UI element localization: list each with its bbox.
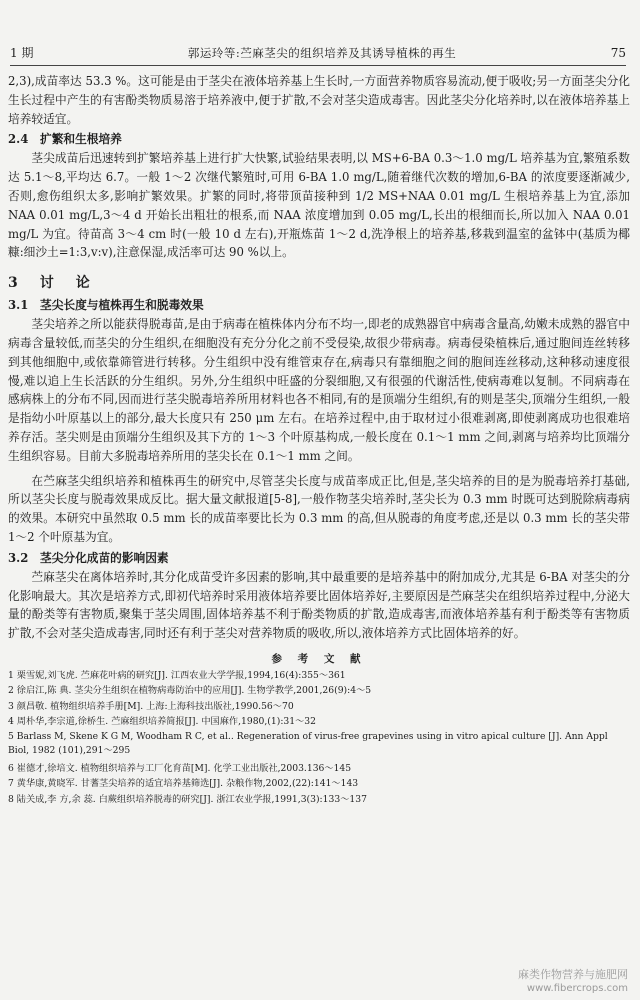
body-text — [8, 72, 630, 807]
reference-item: 4 周朴华,李宗道,徐桥生. 苎麻组织培养简报[J]. 中国麻作,1980,(1):31～32 — [8, 716, 316, 728]
reference-item: 8 陆关成,李 方,余 蕊. 白蕨组织培养脱毒的研究[J]. 浙江农业学报,1991,3(3):133～137 — [8, 793, 367, 805]
running-title: 郭运玲等:苎麻茎尖的组织培养及其诱导植株的再生 — [187, 46, 457, 60]
section-3-2-heading: 3.2 茎尖分化成苗的影响因素 — [8, 550, 169, 565]
section-2-4-paragraph: 茎尖成苗后迅速转到扩繁培养基上进行扩大快繁,试验结果表明,以 MS+6-BA 0.3～1.0 mg/L 培养基为宜,繁殖系数达 5.1～8,平均达 6.7。一般 1～2 次继代繁殖时,可用 6-BA 1.0 mg/L,随着继代次数的增加,6-BA 的浓度要逐渐减少,否则,愈伤组织太多,影响扩繁效果。扩繁的同时,将带顶苗接种到 1/2 MS+NAA 0.01 mg/L 生根培养基上为宜,添加 NAA 0.01 mg/L,3～4 d 开始长出粗壮的根系,而 NAA 浓度增加到 0.05 mg/L,长出的根细而长,所以加入 NAA 0.01 mg/L 为宜。待苗高 3～4 cm 时(一般 10 d 左右),开瓶炼苗 1～2 d,洗净根上的培养基,移栽到温室的盆钵中(基质为椰糠:细沙土=1:3,v:v),注意保湿,成活率可达 90 %以上。 — [8, 151, 630, 260]
issue-label: 1 期 — [10, 46, 34, 60]
reference-list — [8, 668, 630, 808]
section-3-1-paragraph-1: 茎尖培养之所以能获得脱毒苗,是由于病毒在植株体内分布不均一,即老的成熟器官中病毒含量高,幼嫩未成熟的器官中病毒含量较低,而茎尖的分生组织,在细胞没有充分分化之前不受侵染,故很少带病毒。病毒侵染植株后,通过胞间连丝转移到其他细胞中,或依靠筛管进行转移。分生组织中没有维管束存在,病毒只有靠细胞之间的胞间连丝移动,这种移动速度很慢,难以追上生长活跃的分生组织。另外,分生组织中旺盛的分裂细胞,又有很强的代谢活性,使病毒难以复制。不同病毒在感病株上的分布不同,因而进行茎尖脱毒培养所用材料也各不相同,有的是顶端分生组织,有的则是茎尖,顶端分生组织,一般是指幼小叶原基以上的部分,最大长度只有 250 μm 左右。在培养过程中,由于取材过小很难剥离,即使剥离成功也很难培养存活。茎尖则是由顶端分生组织及其下方的 1～3 个叶原基构成,一般长度在 0.1～1 mm 之间,剥离与培养均比顶端分生组织容易。目前大多脱毒培养所用的茎尖长在 0.1～1 mm 之间。 — [8, 317, 630, 463]
reference-item: 7 黄华康,黄晓军. 甘蓍茎尖培养的适宜培养基筛选[J]. 杂粮作物,2002,(22):141～143 — [8, 778, 359, 790]
site-watermark — [518, 968, 628, 996]
reference-item: 2 徐启江,陈 典. 茎尖分生组织在植物病毒防治中的应用[J]. 生物学教学,2001,26(9):4～5 — [8, 685, 372, 697]
reference-item: 1 栗雪妮,刘飞虎. 苎麻花叶病的研究[J]. 江西农业大学学报,1994,16(4):355～361 — [8, 669, 346, 681]
opening-paragraph: 2,3),成苗率达 53.3 %。这可能是由于茎尖在液体培养基上生长时,一方面营养物质容易流动,便于吸收;另一方面茎尖分化生长过程中产生的有害酚类物质易溶于培养液中,便于扩散,不会对茎尖造成毒害。因此茎尖分化培养时,以在液体培养基上培养较适宜。 — [8, 74, 630, 126]
references-title: 参 考 文 献 — [271, 652, 367, 665]
watermark-site-name: 麻类作物营养与施肥网 — [518, 968, 628, 981]
watermark-url: www.fibercrops.com — [526, 983, 628, 994]
reference-item: 5 Barlass M, Skene K G M, Woodham R C, et al.. Regeneration of virus-free grapevines using in vitro apical culture [J]. Ann Appl Biol, 1982 (101),291～295 — [8, 730, 608, 756]
section-3-2-paragraph: 苎麻茎尖在离体培养时,其分化成苗受许多因素的影响,其中最重要的是培养基中的附加成分,尤其是 6-BA 对茎尖的分化影响最大。其次是培养方式,即初代培养时采用液体培养要比固体培养好,主要原因是苎麻茎尖在组织培养过程中,分泌大量的酚类等有害物质,聚集于茎尖周围,固体培养基不利于酚类物质的扩散,造成毒害,而液体培养基有利于酚类等有害物质扩散,不会对茎尖造成毒害,同时还有利于茎尖对营养物质的吸收,所以,液体培养方式比固体培养的好。 — [8, 569, 630, 641]
section-2-4-heading: 2.4 扩繁和生根培养 — [8, 132, 122, 147]
section-3-heading: 3 讨 论 — [8, 275, 94, 292]
reference-item: 6 崔德才,徐培文. 植物组织培养与工厂化育苗[M]. 化学工业出版社,2003.136～145 — [8, 762, 352, 774]
reference-item: 3 颜昌敬. 植物组织培养手册[M]. 上海:上海科技出版社,1990.56～70 — [8, 700, 294, 712]
section-3-1-heading: 3.1 茎尖长度与植株再生和脱毒效果 — [8, 298, 204, 313]
page-number: 75 — [610, 46, 626, 60]
section-3-1-paragraph-2: 在苎麻茎尖组织培养和植株再生的研究中,尽管茎尖长度与成苗率成正比,但是,茎尖培养的目的是为脱毒培养打基础,所以茎尖长度与脱毒效果成反比。据大量文献报道[5-8],一般作物茎尖培养时,茎尖长为 0.3 mm 时既可达到脱除病毒病的效果。本研究中虽然取 0.5 mm 长的成苗率要比长为 0.3 mm 的高,但从脱毒的角度考虑,还是以 0.3 mm 长的茎尖带 1～2 个叶原基为宜。 — [8, 473, 630, 544]
running-header — [10, 44, 626, 66]
